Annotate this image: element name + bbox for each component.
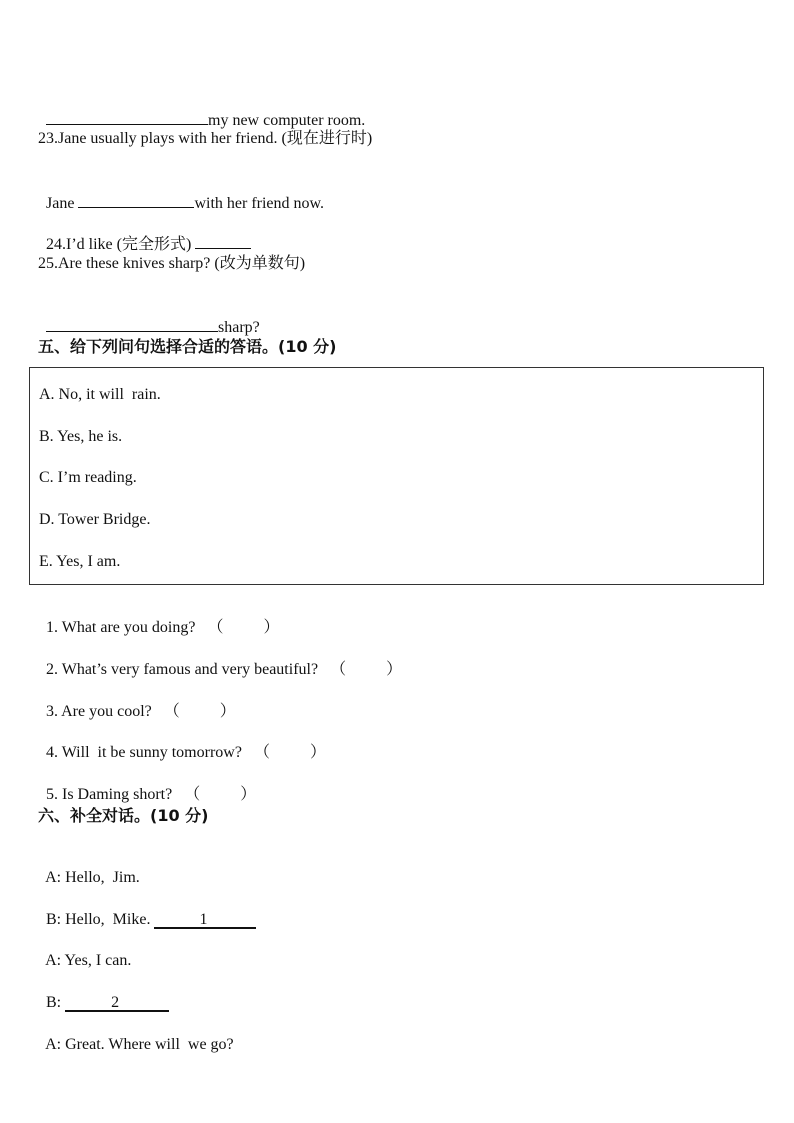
dialogue-line-5	[38, 1015, 234, 1055]
question-text: 5. Is Daming short?	[46, 786, 173, 803]
answer-paren[interactable]: （ ）	[330, 661, 403, 678]
option-c: C. I’m reading.	[39, 469, 137, 486]
blank-number: 1	[199, 911, 208, 928]
dialogue-line-1	[38, 848, 140, 888]
dialogue-line-2	[38, 890, 256, 930]
dialogue-line-3	[38, 931, 131, 971]
answer-blank[interactable]	[78, 191, 194, 208]
speaker: A:	[45, 869, 66, 886]
dialogue-text: Great. Where will we go?	[65, 1036, 234, 1053]
q25-answer-line	[38, 295, 260, 338]
section5-heading: 五、给下列问句选择合适的答语。(10 分)	[38, 337, 337, 356]
section6-heading: 六、补全对话。(10 分)	[38, 806, 209, 825]
q22-tail: my new computer room.	[208, 112, 366, 129]
q24-prompt: 24.I’d like (完全形式)	[46, 236, 196, 253]
question-4	[38, 723, 326, 763]
q22-line	[38, 88, 365, 131]
speaker: A:	[45, 952, 65, 969]
answer-paren[interactable]: （ ）	[163, 703, 236, 720]
q23-tail: with her friend now.	[194, 195, 325, 212]
answer-blank[interactable]	[46, 108, 208, 125]
dialogue-blank-1[interactable]	[154, 911, 256, 929]
option-e: E. Yes, I am.	[39, 553, 121, 570]
dialogue-text: Yes, I can.	[64, 952, 132, 969]
answer-paren[interactable]: （ ）	[184, 786, 257, 803]
speaker: B:	[46, 911, 66, 928]
dialogue-text: Hello, Mike.	[65, 911, 155, 928]
speaker: A:	[45, 1036, 66, 1053]
question-3	[38, 682, 236, 722]
option-b: B. Yes, he is.	[39, 428, 123, 445]
option-a: A. No, it will rain.	[39, 386, 161, 403]
question-text: 2. What’s very famous and very beautiful?	[46, 661, 319, 678]
speaker: B:	[46, 994, 66, 1011]
q23-prompt: 23.Jane usually plays with her friend. (现在进行时)	[38, 130, 373, 147]
dialogue-line-4	[38, 973, 169, 1013]
question-5	[38, 765, 256, 805]
q23-answer-line	[38, 171, 324, 214]
answer-paren[interactable]: （ ）	[207, 619, 280, 636]
q24-line	[38, 212, 251, 255]
q25-tail: sharp?	[218, 319, 260, 336]
question-2	[38, 640, 402, 680]
question-text: 1. What are you doing?	[46, 619, 196, 636]
question-1	[38, 598, 279, 638]
answer-paren[interactable]: （ ）	[253, 744, 326, 761]
option-d: D. Tower Bridge.	[39, 511, 151, 528]
dialogue-text: Hello, Jim.	[65, 869, 140, 886]
q23-start: Jane	[46, 195, 79, 212]
answer-blank[interactable]	[195, 232, 251, 249]
question-text: 3. Are you cool?	[46, 703, 152, 720]
options-box	[29, 367, 764, 585]
q25-prompt: 25.Are these knives sharp? (改为单数句)	[38, 255, 306, 272]
blank-number: 2	[111, 994, 120, 1011]
question-text: 4. Will it be sunny tomorrow?	[46, 744, 242, 761]
dialogue-blank-2[interactable]	[65, 994, 169, 1012]
answer-blank[interactable]	[46, 315, 218, 332]
